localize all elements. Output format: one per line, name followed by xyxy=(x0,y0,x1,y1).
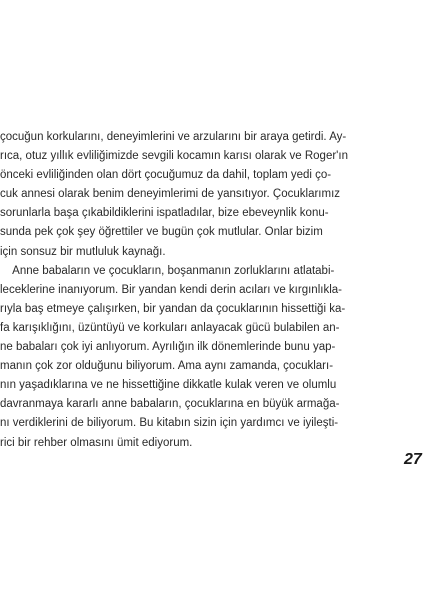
page-number: 27 xyxy=(404,451,422,468)
text-line: rici bir rehber olmasını ümit ediyorum. xyxy=(0,436,193,449)
text-line: cuk annesi olarak benim deneyimlerimi de yansıtıyor. Çocuklarımız xyxy=(0,188,341,201)
body-text xyxy=(0,128,424,453)
paragraph-1 xyxy=(0,128,424,262)
text-line: çocuğun korkularını, deneyimlerini ve arzularını bir araya getirdi. Ay- xyxy=(0,131,347,143)
text-line: leceklerine inanıyorum. Bir yandan kendi derin acıları ve kırgınlıkla- xyxy=(0,283,342,296)
text-line: nın yaşadıklarına ve ne hissettiğine dikkatle kulak veren ve olumlu xyxy=(0,379,337,392)
text-line: Anne babaların ve çocukların, boşanmanın zorluklarını atlatabi- xyxy=(0,264,335,277)
text-line: manın çok zor olduğunu biliyorum. Ama aynı zamanda, çocukları- xyxy=(0,360,334,373)
paragraph-2 xyxy=(0,262,424,453)
text-line: sunda pek çok şey öğrettiler ve bugün çok mutlular. Onlar bizim xyxy=(0,226,323,239)
text-line: için sonsuz bir mutluluk kaynağı. xyxy=(0,245,166,258)
text-line: davranmaya kararlı anne babaların, çocuklarına en büyük armağa- xyxy=(0,398,340,411)
text-line: rıyla baş etmeye çalışırken, bir yandan da çocuklarının hissettiği ka- xyxy=(0,302,346,315)
text-line: sorunlarla başa çıkabildiklerini ispatladılar, bize ebeveynlik konu- xyxy=(0,207,329,220)
text-line: fa karışıklığını, üzüntüyü ve korkuları anlayacak gücü bulabilen an- xyxy=(0,321,340,334)
text-line: nı verdiklerini de biliyorum. Bu kitabın sizin için yardımcı ve iyileşti- xyxy=(0,417,339,430)
text-line: ne babaları çok iyi anlıyorum. Ayrılığın ilk dönemlerinde bunu yap- xyxy=(0,341,336,354)
text-line: önceki evliliğinden olan dört çocuğumuz da dahil, toplam yedi ço- xyxy=(0,169,332,182)
text-line: rıca, otuz yıllık evliliğimizde sevgili kocamın karısı olarak ve Roger'ın xyxy=(0,150,348,163)
